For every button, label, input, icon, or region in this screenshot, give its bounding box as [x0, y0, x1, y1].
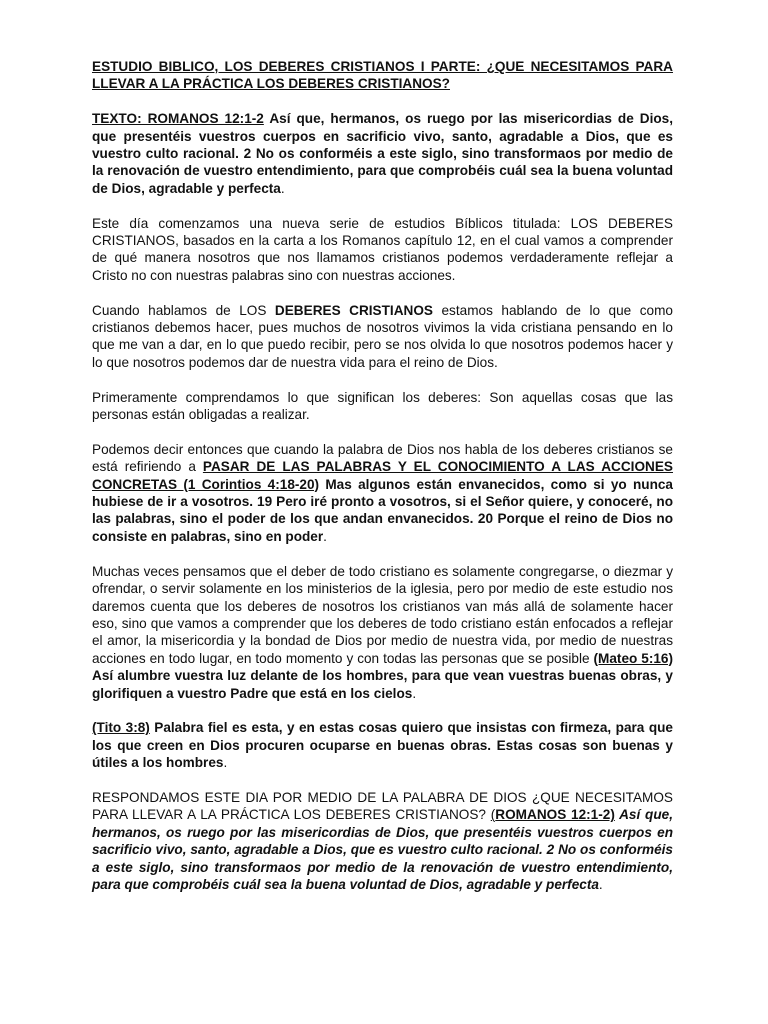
text-span: Cuando hablamos de LOS [92, 302, 275, 318]
paragraph-definition: Primeramente comprendamos lo que significan los deberes: Son aquellas cosas que las personas están obligadas a realizar. [92, 389, 673, 423]
paragraph-mateo [92, 563, 673, 702]
paragraph-deberes [92, 302, 673, 372]
punctuation: . [323, 528, 327, 544]
paragraph-intro: Este día comenzamos una nueva serie de estudios Bíblicos titulada: LOS DEBERES CRISTIANOS, basados en la carta a los Romanos capítulo 12, en el cual vamos a comprender de qué manera nosotros que nos llamamos cristianos podemos verdaderamente reflejar a Cristo no con nuestras palabras sino con nuestras acciones. [92, 215, 673, 283]
scripture-reference: TEXTO: ROMANOS 12:1-2 [92, 111, 264, 127]
bold-term: DEBERES CRISTIANOS [274, 302, 433, 318]
scripture-reference: (Mateo 5:16) [593, 650, 673, 666]
scripture-verse: Así que, hermanos, os ruego por las misericordias de Dios, que presentéis vuestros cuerpos en sacrificio vivo, santo, agradable a Dios, que es vuestro culto racional. 2 No os conforméis a este siglo, sino transformaos por medio de la renovación de vuestro entendimiento, para que comprobéis cuál sea la buena voluntad de Dios, agradable y perfecta [92, 807, 673, 892]
paragraph-text-romanos [92, 110, 673, 197]
text-span: Podemos decir entonces que cuando la palabra de Dios nos habla de los deberes cristianos se está refiriendo a [92, 441, 673, 475]
punctuation: . [412, 685, 417, 701]
punctuation: . [598, 876, 603, 892]
scripture-verse: Así alumbre vuestra luz delante de los hombres, para que vean vuestras buenas obras, y glorifiquen a vuestro Padre que está en los cielos [92, 668, 673, 701]
text-span: RESPONDAMOS ESTE DIA POR MEDIO DE LA PALABRA DE DIOS ¿QUE NECESITAMOS PARA LLEVAR A LA PRÁCTICA LOS DEBERES CRISTIANOS? [92, 789, 673, 823]
text-span: Muchas veces pensamos que el deber de todo cristiano es solamente congregarse, o diezmar y ofrendar, o servir solamente en los ministerios de la iglesia, pero por medio de este estudio nos daremos cuenta que los deberes de nosotros los cristianos van más allá de solamente hacer eso, sino que vamos a comprender que los deberes de todo cristiano están enfocados a reflejar el amor, la misericordia y la bondad de Dios por medio de nuestra vida, por medio de nuestras acciones en todo lugar, en todo momento y con todas las personas que se posible [92, 563, 673, 666]
open-paren: ( [490, 807, 496, 823]
scripture-verse: Palabra fiel es esta, y en estas cosas quiero que insistas con firmeza, para que los que creen en Dios procuren ocuparse en buenas obras. Estas cosas son buenas y útiles a los hombres [92, 720, 673, 771]
punctuation: . [223, 755, 228, 771]
text-span: estamos hablando de lo que como cristianos debemos hacer, pues muchos de nosotros vivimos la vida cristiana pensando en lo que me van a dar, en lo que puedo recibir, pero se nos olvida lo que nosotros podemos hacer y lo que nosotros podemos dar de nuestra vida para el reino de Dios. [92, 302, 673, 370]
document-page [92, 58, 673, 911]
scripture-verse: Mas algunos están envanecidos, como si yo nunca hubiese de ir a vosotros. 19 Pero iré pronto a vosotros, si el Señor quiere, y conoceré, no las palabras, sino el poder de los que andan envanecidos. 20 Porque el reino de Dios no consiste en palabras, sino en poder [92, 476, 673, 544]
scripture-verse: Así que, hermanos, os ruego por las misericordias de Dios, que presentéis vuestros cuerpos en sacrificio vivo, santo, agradable a Dios, que es vuestro culto racional. 2 No os conforméis a este siglo, sino transformaos por medio de la renovación de vuestro entendimiento, para que comprobéis cuál sea la buena voluntad de Dios, agradable y perfecta [92, 111, 673, 196]
scripture-reference: ROMANOS 12:1-2) [495, 807, 615, 823]
section-heading: PASAR DE LAS PALABRAS Y EL CONOCIMIENTO A LAS ACCIONES CONCRETAS (1 Corintios 4:18-20) [92, 459, 673, 492]
paragraph-respondamos [92, 789, 673, 893]
punctuation: . [280, 180, 285, 196]
paragraph-tito [92, 719, 673, 771]
document-title: ESTUDIO BIBLICO, LOS DEBERES CRISTIANOS I PARTE: ¿QUE NECESITAMOS PARA LLEVAR A LA PRÁCTICA LOS DEBERES CRISTIANOS? [92, 59, 673, 92]
paragraph-corintios [92, 441, 673, 545]
scripture-reference: (Tito 3:8) [92, 720, 150, 736]
